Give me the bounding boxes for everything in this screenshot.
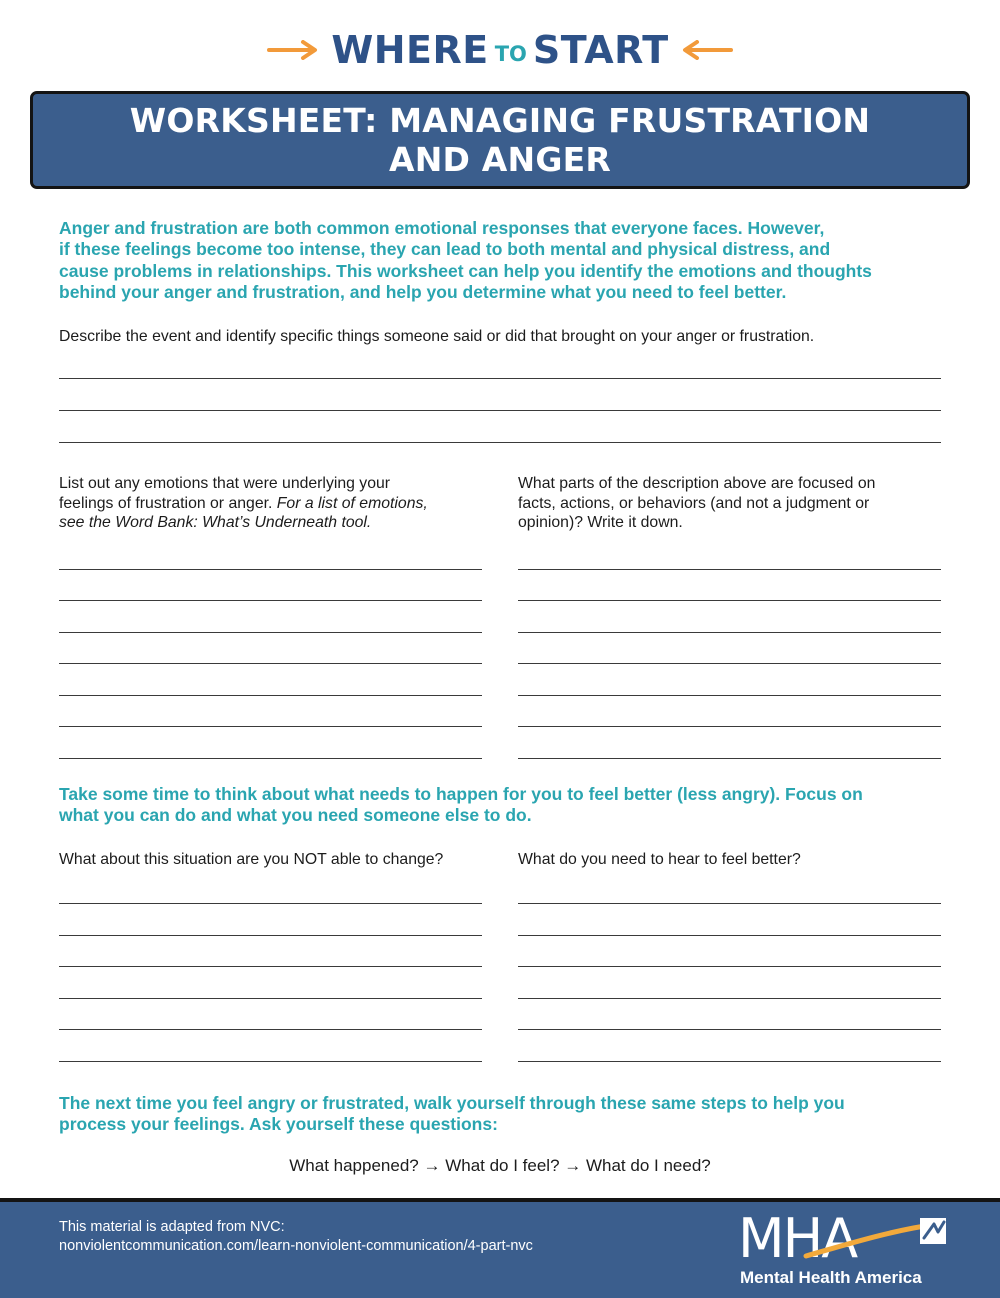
emotions-prompt-line: List out any emotions that were underlying your	[59, 475, 391, 492]
next-time-heading-line: process your feelings. Ask yourself these questions:	[59, 1114, 498, 1135]
word-bank-note: For a list of emotions,	[276, 494, 428, 512]
emotions-prompt	[59, 474, 489, 533]
logo-where: WHERE	[331, 28, 489, 72]
write-line[interactable]	[59, 726, 482, 727]
write-line[interactable]	[59, 569, 482, 570]
write-line[interactable]	[518, 632, 941, 633]
write-line[interactable]	[59, 903, 482, 904]
footer	[0, 1198, 1000, 1298]
write-line[interactable]	[59, 600, 482, 601]
emotions-prompt-line	[59, 494, 489, 514]
logo-start: START	[532, 28, 669, 72]
write-line[interactable]	[518, 663, 941, 664]
intro-line: cause problems in relationships. This worksheet can help you identify the emotions and thoughts	[59, 260, 872, 281]
write-line[interactable]	[59, 998, 482, 999]
title-banner	[30, 91, 970, 189]
facts-prompt-line: opinion)? Write it down.	[518, 514, 683, 532]
write-line[interactable]	[59, 663, 482, 664]
word-bank-note: see the Word Bank: What’s Underneath tool.	[59, 514, 372, 532]
write-line[interactable]	[518, 600, 941, 601]
page-title-line-2: AND ANGER	[388, 140, 612, 179]
emotions-prompt-text: feelings of frustration or anger.	[59, 494, 277, 512]
write-line[interactable]	[518, 726, 941, 727]
mha-logo	[738, 1207, 948, 1290]
mha-logo-name: Mental Health America	[740, 1268, 922, 1287]
feel-better-heading-line: Take some time to think about what needs to happen for you to feel better (less angry). Focus on	[59, 784, 863, 804]
write-line[interactable]	[59, 935, 482, 936]
facts-prompt	[518, 474, 948, 533]
write-line[interactable]	[518, 966, 941, 967]
logo-to: TO	[494, 42, 527, 66]
question-flow: What happened? → What do I feel? → What do I need?	[289, 1156, 711, 1175]
write-line[interactable]	[59, 758, 482, 759]
mha-swoosh-icon	[798, 1216, 948, 1264]
write-line[interactable]	[518, 569, 941, 570]
feel-better-heading	[59, 784, 959, 827]
where-to-start-logo	[0, 26, 1000, 74]
attribution-line: This material is adapted from NVC:	[59, 1219, 285, 1235]
write-line[interactable]	[59, 378, 941, 379]
left-arrow-icon	[677, 40, 733, 60]
next-time-heading	[59, 1093, 959, 1136]
write-line[interactable]	[518, 1061, 941, 1062]
emotions-prompt-line	[59, 513, 489, 533]
write-line[interactable]	[518, 998, 941, 999]
intro-line: if these feelings become too intense, they can lead to both mental and physical distress, and	[59, 239, 831, 260]
write-line[interactable]	[59, 966, 482, 967]
mha-logo-letters: MHA	[738, 1207, 857, 1270]
write-line[interactable]	[518, 903, 941, 904]
write-line[interactable]	[518, 935, 941, 936]
need-to-hear-prompt: What do you need to hear to feel better?	[518, 851, 801, 868]
facts-prompt-line: facts, actions, or behaviors (and not a judgment or	[518, 494, 870, 512]
facts-prompt-line: What parts of the description above are focused on	[518, 475, 876, 492]
write-line[interactable]	[518, 758, 941, 759]
event-description-prompt: Describe the event and identify specific things someone said or did that brought on your anger or frustration.	[59, 328, 815, 345]
page-title-line-1: WORKSHEET: MANAGING FRUSTRATION	[129, 101, 871, 140]
feel-better-heading-line: what you can do and what you need someone else to do.	[59, 805, 532, 826]
attribution-url: nonviolentcommunication.com/learn-nonviolent-communication/4-part-nvc	[59, 1237, 533, 1254]
attribution	[59, 1218, 533, 1255]
cannot-change-prompt: What about this situation are you NOT able to change?	[59, 851, 444, 868]
write-line[interactable]	[518, 1029, 941, 1030]
right-arrow-icon	[267, 40, 323, 60]
write-line[interactable]	[59, 442, 941, 443]
write-line[interactable]	[59, 410, 941, 411]
intro-line: behind your anger and frustration, and help you determine what you need to feel better.	[59, 281, 787, 302]
write-line[interactable]	[59, 632, 482, 633]
write-line[interactable]	[59, 1061, 482, 1062]
next-time-heading-line: The next time you feel angry or frustrated, walk yourself through these same steps to help you	[59, 1093, 845, 1113]
write-line[interactable]	[518, 695, 941, 696]
intro-line: Anger and frustration are both common emotional responses that everyone faces. However,	[59, 218, 825, 238]
write-line[interactable]	[59, 695, 482, 696]
intro-paragraph	[59, 218, 949, 303]
write-line[interactable]	[59, 1029, 482, 1030]
